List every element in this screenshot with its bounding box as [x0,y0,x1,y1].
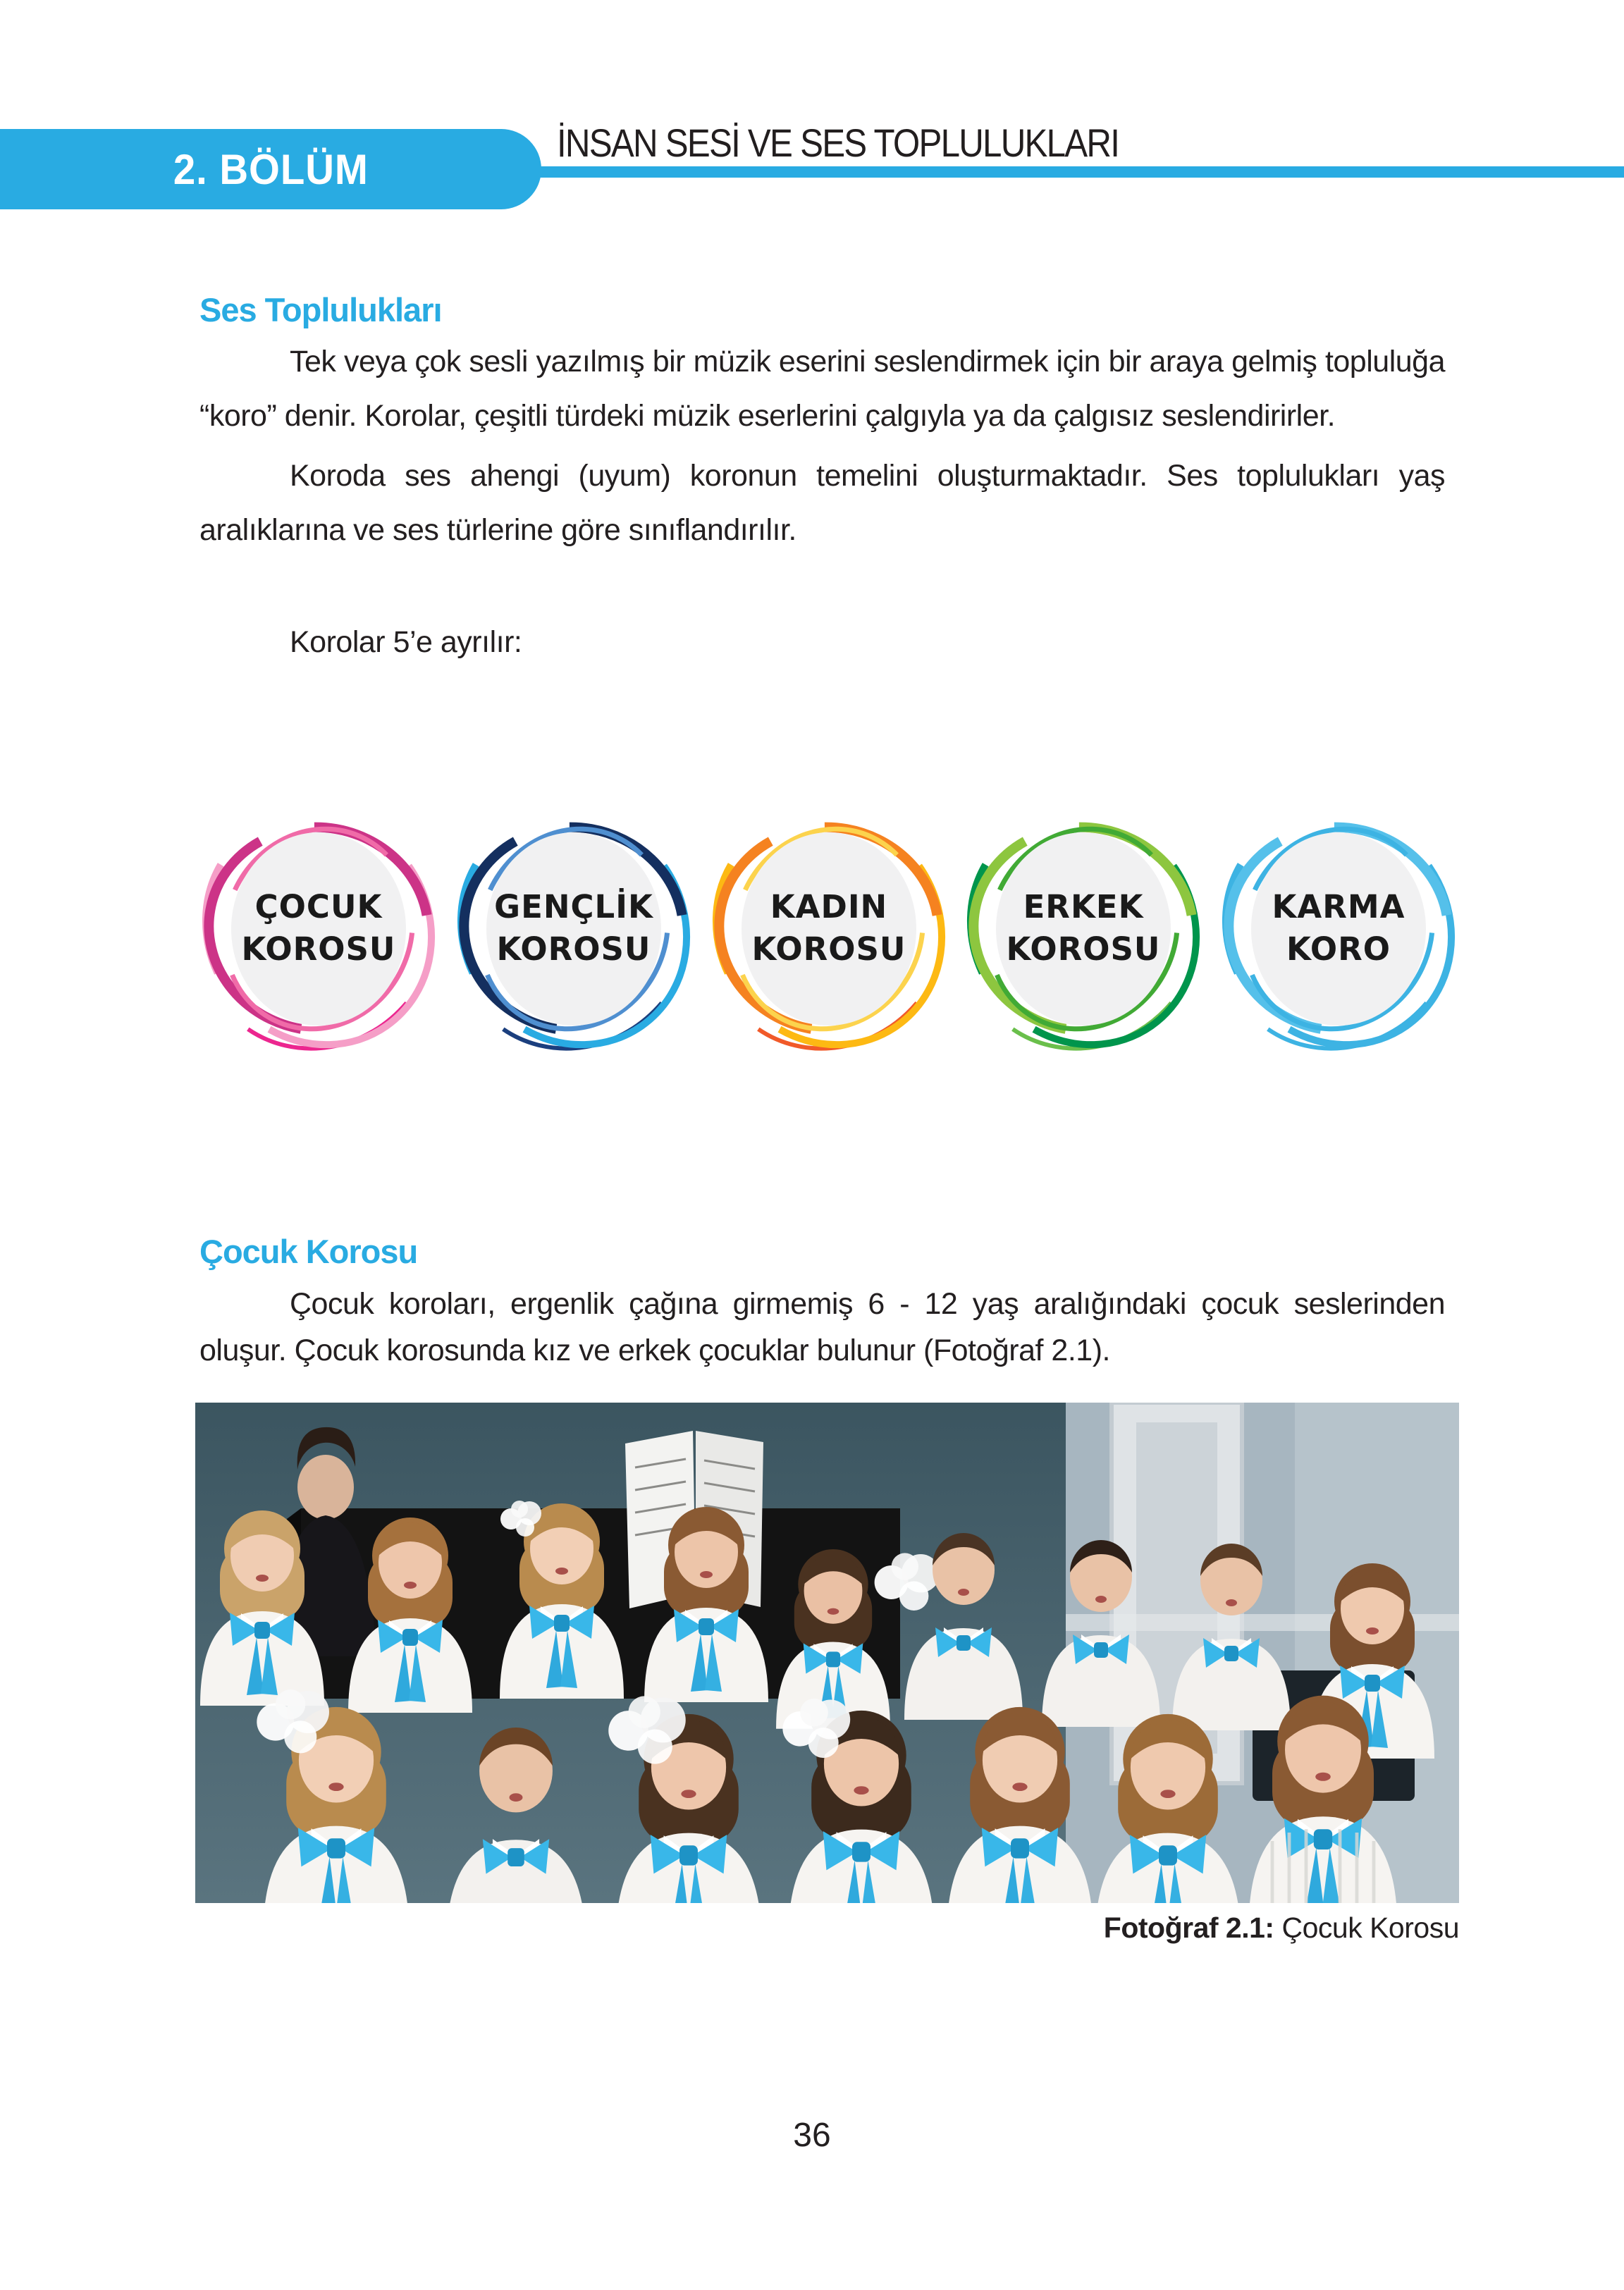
choir-photo-illustration [195,1403,1459,1903]
paragraph-ses-ahengi: Koroda ses ahengi (uyum) koronun temelini oluşturmaktadır. Ses toplulukları yaş aralıklarına ve ses türlerine göre sınıflandırılır. [199,459,1445,547]
photo-caption-text: Çocuk Korosu [1274,1912,1459,1944]
page-title: İNSAN SESİ VE SES TOPLULUKLARI [557,121,1119,165]
photo-caption-label: Fotoğraf 2.1: [1103,1912,1274,1944]
badge-label-line2: KOROSU [496,930,651,968]
page-number: 36 [793,2117,831,2154]
swirl-ring-icon [962,794,1205,1056]
swirl-ring-icon [197,794,441,1056]
title-underline-rule [423,166,1624,178]
badge-label-line1: ÇOCUK [254,888,383,925]
photo-caption [195,1912,1459,1945]
section-cocuk-korosu [199,1232,1445,1374]
badge-genclik-korosu [453,794,696,1056]
swirl-ring-icon [708,794,951,1056]
badge-erkek-korosu [962,794,1205,1056]
swirl-ring-icon [1217,794,1460,1056]
choir-photo [195,1403,1459,1903]
section-ses-topluluklari [199,290,1445,660]
paragraph-koro-tanimi: Tek veya çok sesli yazılmış bir müzik eserini seslendirmek için bir araya gelmiş topluluğa “koro” denir. Korolar, çeşitli türdeki müzik eserlerini çalgıyla ya da çalgısız seslendirirler. [199,345,1445,433]
badge-kadin-korosu [708,794,951,1056]
badge-label-line2: KOROSU [1006,930,1161,968]
section-heading-ses-topluluklari: Ses Toplulukları [199,291,442,328]
badge-label-line1: GENÇLİK [493,888,653,925]
paragraph-cocuk-korosu: Çocuk koroları, ergenlik çağına girmemiş 6 - 12 yaş aralığındaki çocuk seslerinden oluşur. Çocuk korosunda kız ve erkek çocuklar bulunur (Fotoğraf 2.1). [199,1287,1445,1367]
badge-label-line2: KOROSU [751,930,906,968]
badge-cocuk-korosu [197,794,441,1056]
badge-label-line1: ERKEK [1023,888,1144,925]
section-heading-cocuk-korosu: Çocuk Korosu [199,1233,418,1270]
badge-label-line2: KOROSU [241,930,396,968]
badge-karma-koro [1217,794,1460,1056]
swirl-ring-icon [453,794,696,1056]
badge-label-line2: KORO [1286,930,1391,968]
choir-types-intro: Korolar 5’e ayrılır: [290,625,522,659]
chapter-banner-label: 2. BÖLÜM [173,145,369,193]
badge-label-line1: KARMA [1272,888,1405,925]
chapter-banner [0,129,541,209]
badge-label-line1: KADIN [770,888,887,925]
choir-type-badges-row [197,794,1460,1057]
